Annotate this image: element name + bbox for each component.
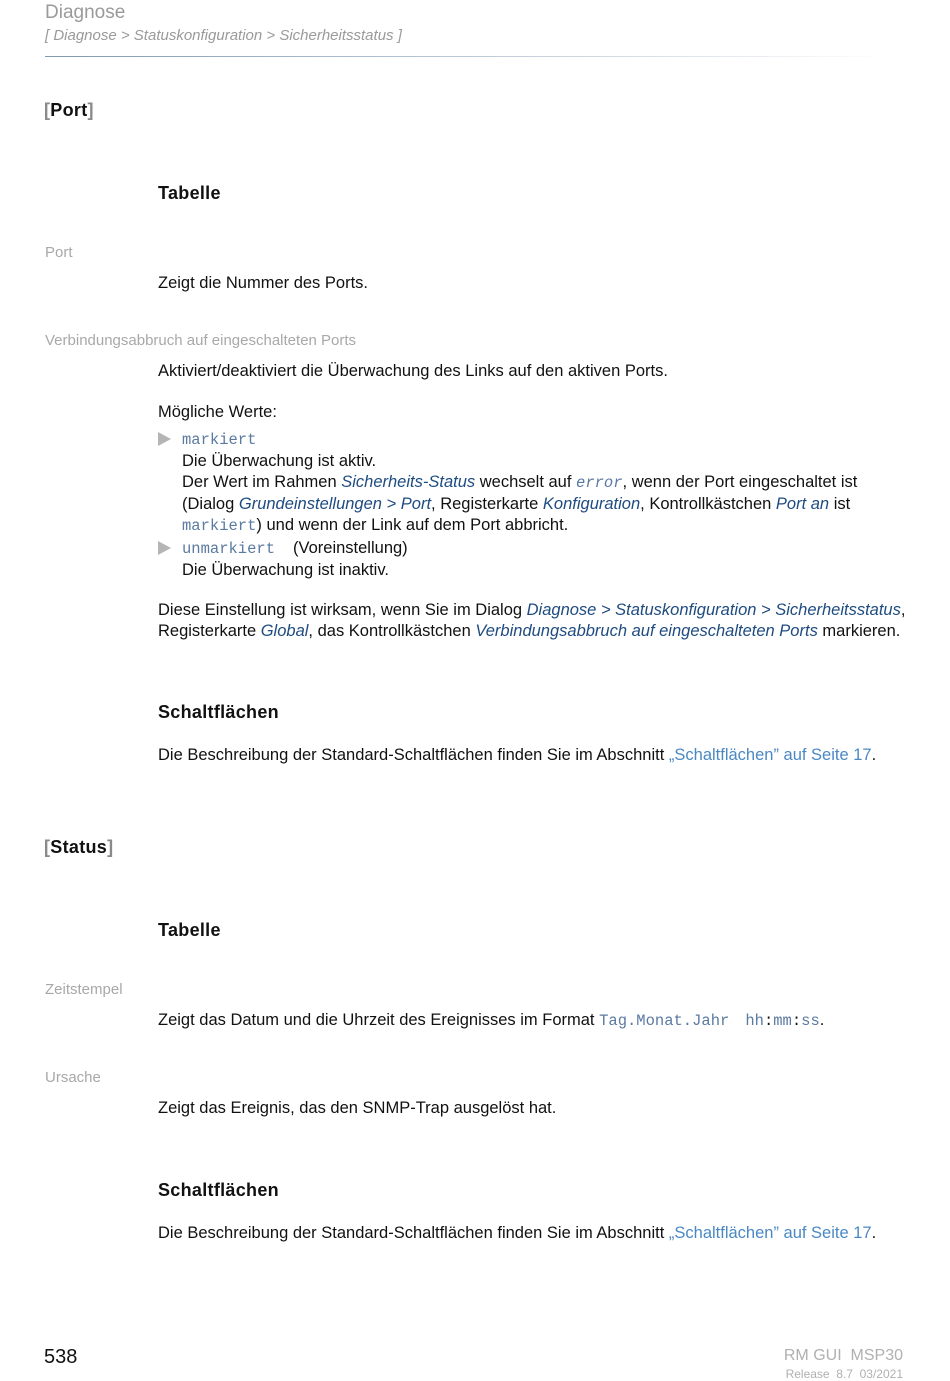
value-unmarkiert-desc: Die Überwachung ist inaktiv. bbox=[182, 561, 389, 579]
param-desc-ursache: Zeigt das Ereignis, das den SNMP-Trap ausgelöst hat. bbox=[158, 1099, 557, 1117]
footer-product: RM GUI MSP30 bbox=[783, 1347, 903, 1364]
port-buttons-heading: Schaltflächen bbox=[158, 702, 279, 722]
breadcrumb: [ Diagnose > Statuskonfiguration > Sicherheitsstatus ] bbox=[45, 27, 402, 44]
value-unmarkiert: unmarkiert bbox=[182, 540, 276, 558]
link-port-an[interactable]: Port an bbox=[775, 495, 830, 513]
value-item-markiert bbox=[158, 429, 910, 537]
param-desc-port: Zeigt die Nummer des Ports. bbox=[158, 274, 368, 292]
param-desc-zeitstempel: Zeigt das Datum und die Uhrzeit des Ereignisses im Format Tag.Monat.Jahr hh:mm:ss. bbox=[158, 1011, 825, 1030]
code-markiert: markiert bbox=[182, 517, 257, 535]
status-buttons-heading: Schaltflächen bbox=[158, 1180, 279, 1200]
bullet-triangle-icon bbox=[158, 541, 171, 555]
format-hh: hh bbox=[745, 1012, 764, 1030]
page-header-title: Diagnose bbox=[45, 2, 126, 23]
status-buttons-text: Die Beschreibung der Standard-Schaltflächen finden Sie im Abschnitt „Schaltflächen” auf Seite 17. bbox=[158, 1224, 877, 1242]
value-markiert-desc: Die Überwachung ist aktiv. bbox=[182, 452, 377, 470]
link-sicherheits-status[interactable]: Sicherheits-Status bbox=[341, 473, 476, 491]
format-ss: ss bbox=[801, 1012, 820, 1030]
port-buttons-text: Die Beschreibung der Standard-Schaltflächen finden Sie im Abschnitt „Schaltflächen” auf Seite 17. bbox=[158, 746, 877, 764]
param-label-port: Port bbox=[45, 244, 73, 261]
code-error: error bbox=[576, 474, 623, 492]
value-markiert-detail: Der Wert im Rahmen Sicherheits-Status wechselt auf error, wenn der Port eingeschaltet ist (Dialog Grundeinstellungen > Port, Registerkarte Konfiguration, Kontrollkästchen Port an ist markiert) und wenn der Link auf dem Port abbricht. bbox=[182, 473, 858, 535]
status-table-heading: Tabelle bbox=[158, 920, 221, 940]
header-divider bbox=[45, 56, 890, 57]
format-mm: mm bbox=[773, 1012, 792, 1030]
footer-release: Release 8.7 03/2021 bbox=[785, 1367, 903, 1381]
value-item-unmarkiert bbox=[158, 538, 910, 581]
section-heading-port: [Port] bbox=[44, 100, 94, 120]
param-label-zeitstempel: Zeitstempel bbox=[45, 981, 123, 998]
section-heading-status: [Status] bbox=[44, 837, 114, 857]
value-markiert: markiert bbox=[182, 431, 257, 449]
link-verbindungsabbruch[interactable]: Verbindungsabbruch auf eingeschalteten Ports bbox=[475, 622, 818, 640]
page-number: 538 bbox=[44, 1346, 78, 1368]
link-diagnose-sicherheitsstatus[interactable]: Diagnose > Statuskonfiguration > Sicherheitsstatus bbox=[526, 601, 901, 619]
bullet-triangle-icon bbox=[158, 432, 171, 446]
xref-schaltflaechen[interactable]: „Schaltflächen” auf Seite 17 bbox=[668, 746, 872, 764]
default-marker: (Voreinstellung) bbox=[293, 539, 408, 557]
param-label-ursache: Ursache bbox=[45, 1069, 101, 1086]
setting-note: Diese Einstellung ist wirksam, wenn Sie im Dialog Diagnose > Statuskonfiguration > Sicherheitsstatus, Registerkarte Global, das Kontrollkästchen Verbindungsabbruch auf eingeschalteten Ports markieren. bbox=[158, 601, 906, 640]
link-global[interactable]: Global bbox=[260, 622, 309, 640]
possible-values-label: Mögliche Werte: bbox=[158, 403, 277, 421]
link-grundeinstellungen-port[interactable]: Grundeinstellungen > Port bbox=[238, 495, 432, 513]
link-konfiguration[interactable]: Konfiguration bbox=[542, 495, 641, 513]
port-table-heading: Tabelle bbox=[158, 183, 221, 203]
xref-schaltflaechen-status[interactable]: „Schaltflächen” auf Seite 17 bbox=[668, 1224, 872, 1242]
format-date: Tag.Monat.Jahr bbox=[599, 1012, 730, 1030]
param-desc-link-loss: Aktiviert/deaktiviert die Überwachung des Links auf den aktiven Ports. bbox=[158, 362, 668, 380]
param-label-link-loss: Verbindungsabbruch auf eingeschalteten Ports bbox=[45, 332, 357, 349]
